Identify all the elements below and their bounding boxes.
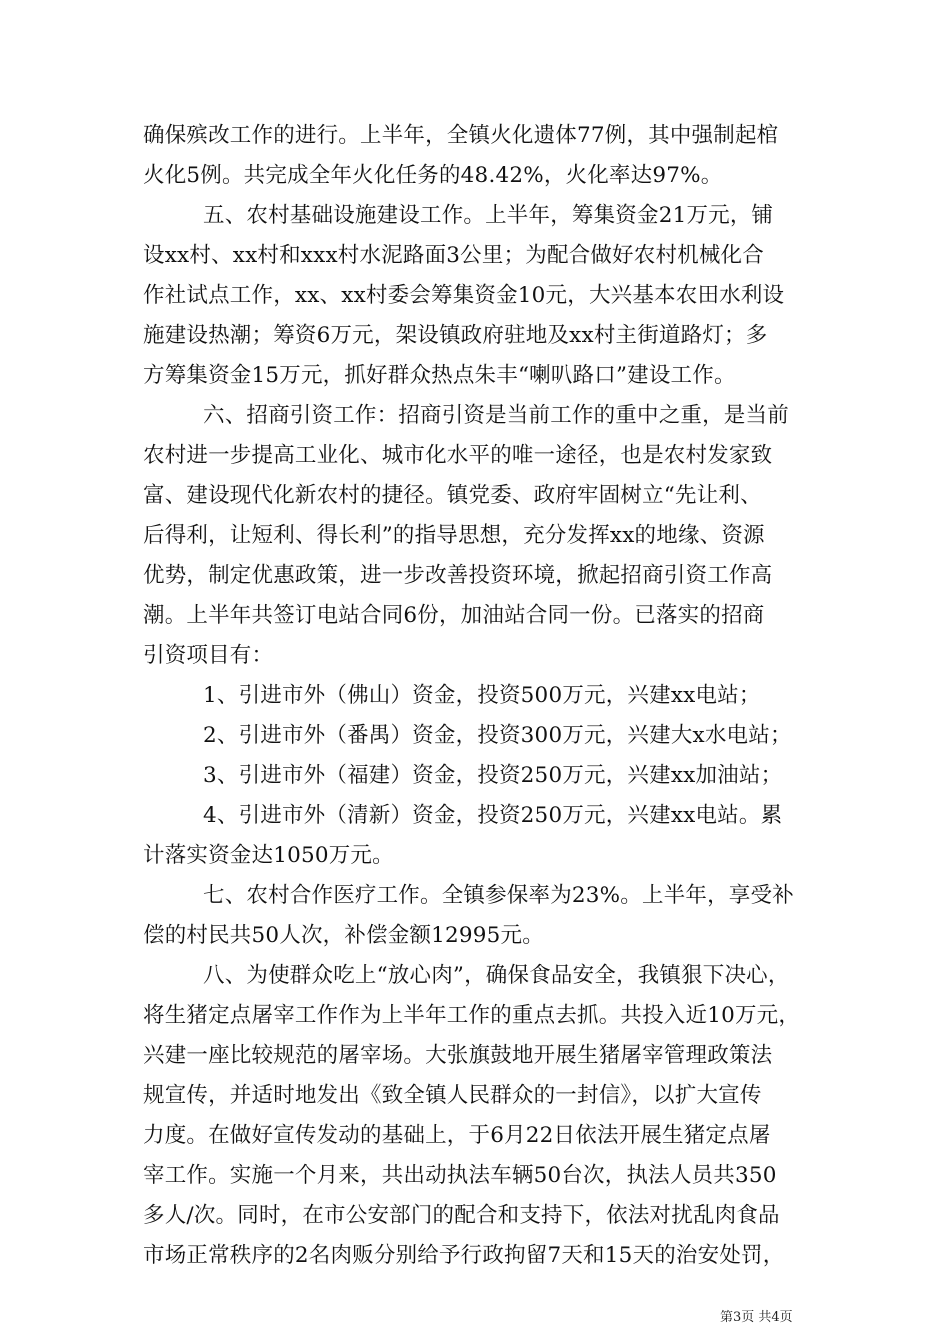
text-line: 多人/次。同时，在市公安部门的配合和支持下，依法对扰乱肉食品 [143, 1203, 780, 1228]
text-line: 3、引进市外（福建）资金，投资250万元，兴建xx加油站； [203, 763, 783, 788]
text-line: 五、农村基础设施建设工作。上半年，筹集资金21万元，铺 [203, 203, 774, 228]
text-line: 六、招商引资工作：招商引资是当前工作的重中之重，是当前 [203, 403, 789, 428]
text-line: 规宣传，并适时地发出《致全镇人民群众的一封信》，以扩大宣传 [143, 1083, 762, 1108]
text-line: 兴建一座比较规范的屠宰场。大张旗鼓地开展生猪屠宰管理政策法 [143, 1043, 773, 1068]
text-line: 七、农村合作医疗工作。全镇参保率为23%。上半年，享受补 [203, 883, 794, 908]
text-line: 计落实资金达1050万元。 [143, 843, 394, 868]
text-line: 将生猪定点屠宰工作作为上半年工作的重点去抓。共投入近10万元， [143, 1003, 801, 1028]
text-line: 优势，制定优惠政策，进一步改善投资环境，掀起招商引资工作高 [143, 563, 773, 588]
text-line: 八、为使群众吃上“放心肉”，确保食品安全，我镇狠下决心， [203, 963, 790, 988]
text-line: 潮。上半年共签订电站合同6份，加油站合同一份。已落实的招商 [143, 603, 765, 628]
text-line: 后得利，让短利、得长利”的指导思想，充分发挥xx的地缘、资源 [143, 523, 765, 548]
text-line: 宰工作。实施一个月来，共出动执法车辆50台次，执法人员共350 [143, 1163, 777, 1188]
text-line: 农村进一步提高工业化、城市化水平的唯一途径，也是农村发家致 [143, 443, 773, 468]
text-line: 作社试点工作，xx、xx村委会筹集资金10元，大兴基本农田水利设 [143, 283, 785, 308]
text-line: 市场正常秩序的2名肉贩分别给予行政拘留7天和15天的治安处罚， [143, 1243, 785, 1268]
text-line: 方筹集资金15万元，抓好群众热点朱丰“喇叭路口”建设工作。 [143, 363, 736, 388]
text-line: 4、引进市外（清新）资金，投资250万元，兴建xx电站。累 [203, 803, 783, 828]
text-line: 火化5例。共完成全年火化任务的48.42%，火化率达97%。 [143, 163, 723, 188]
text-line: 2、引进市外（番禺）资金，投资300万元，兴建大x水电站； [203, 723, 792, 748]
text-line: 1、引进市外（佛山）资金，投资500万元，兴建xx电站； [203, 683, 761, 708]
text-line: 确保殡改工作的进行。上半年，全镇火化遗体77例，其中强制起棺 [143, 123, 779, 148]
text-line: 引资项目有： [143, 643, 274, 668]
text-line: 富、建设现代化新农村的捷径。镇党委、政府牢固树立“先让利、 [143, 483, 762, 508]
document-body [143, 116, 815, 1276]
text-line: 施建设热潮；筹资6万元，架设镇政府驻地及xx村主街道路灯；多 [143, 323, 768, 348]
text-line: 力度。在做好宣传发动的基础上，于6月22日依法开展生猪定点屠 [143, 1123, 771, 1148]
text-line: 偿的村民共50人次，补偿金额12995元。 [143, 923, 544, 948]
page-number: 第3页 共4页 [720, 1310, 793, 1325]
text-line: 设xx村、xx村和xxx村水泥路面3公里；为配合做好农村机械化合 [143, 243, 764, 268]
